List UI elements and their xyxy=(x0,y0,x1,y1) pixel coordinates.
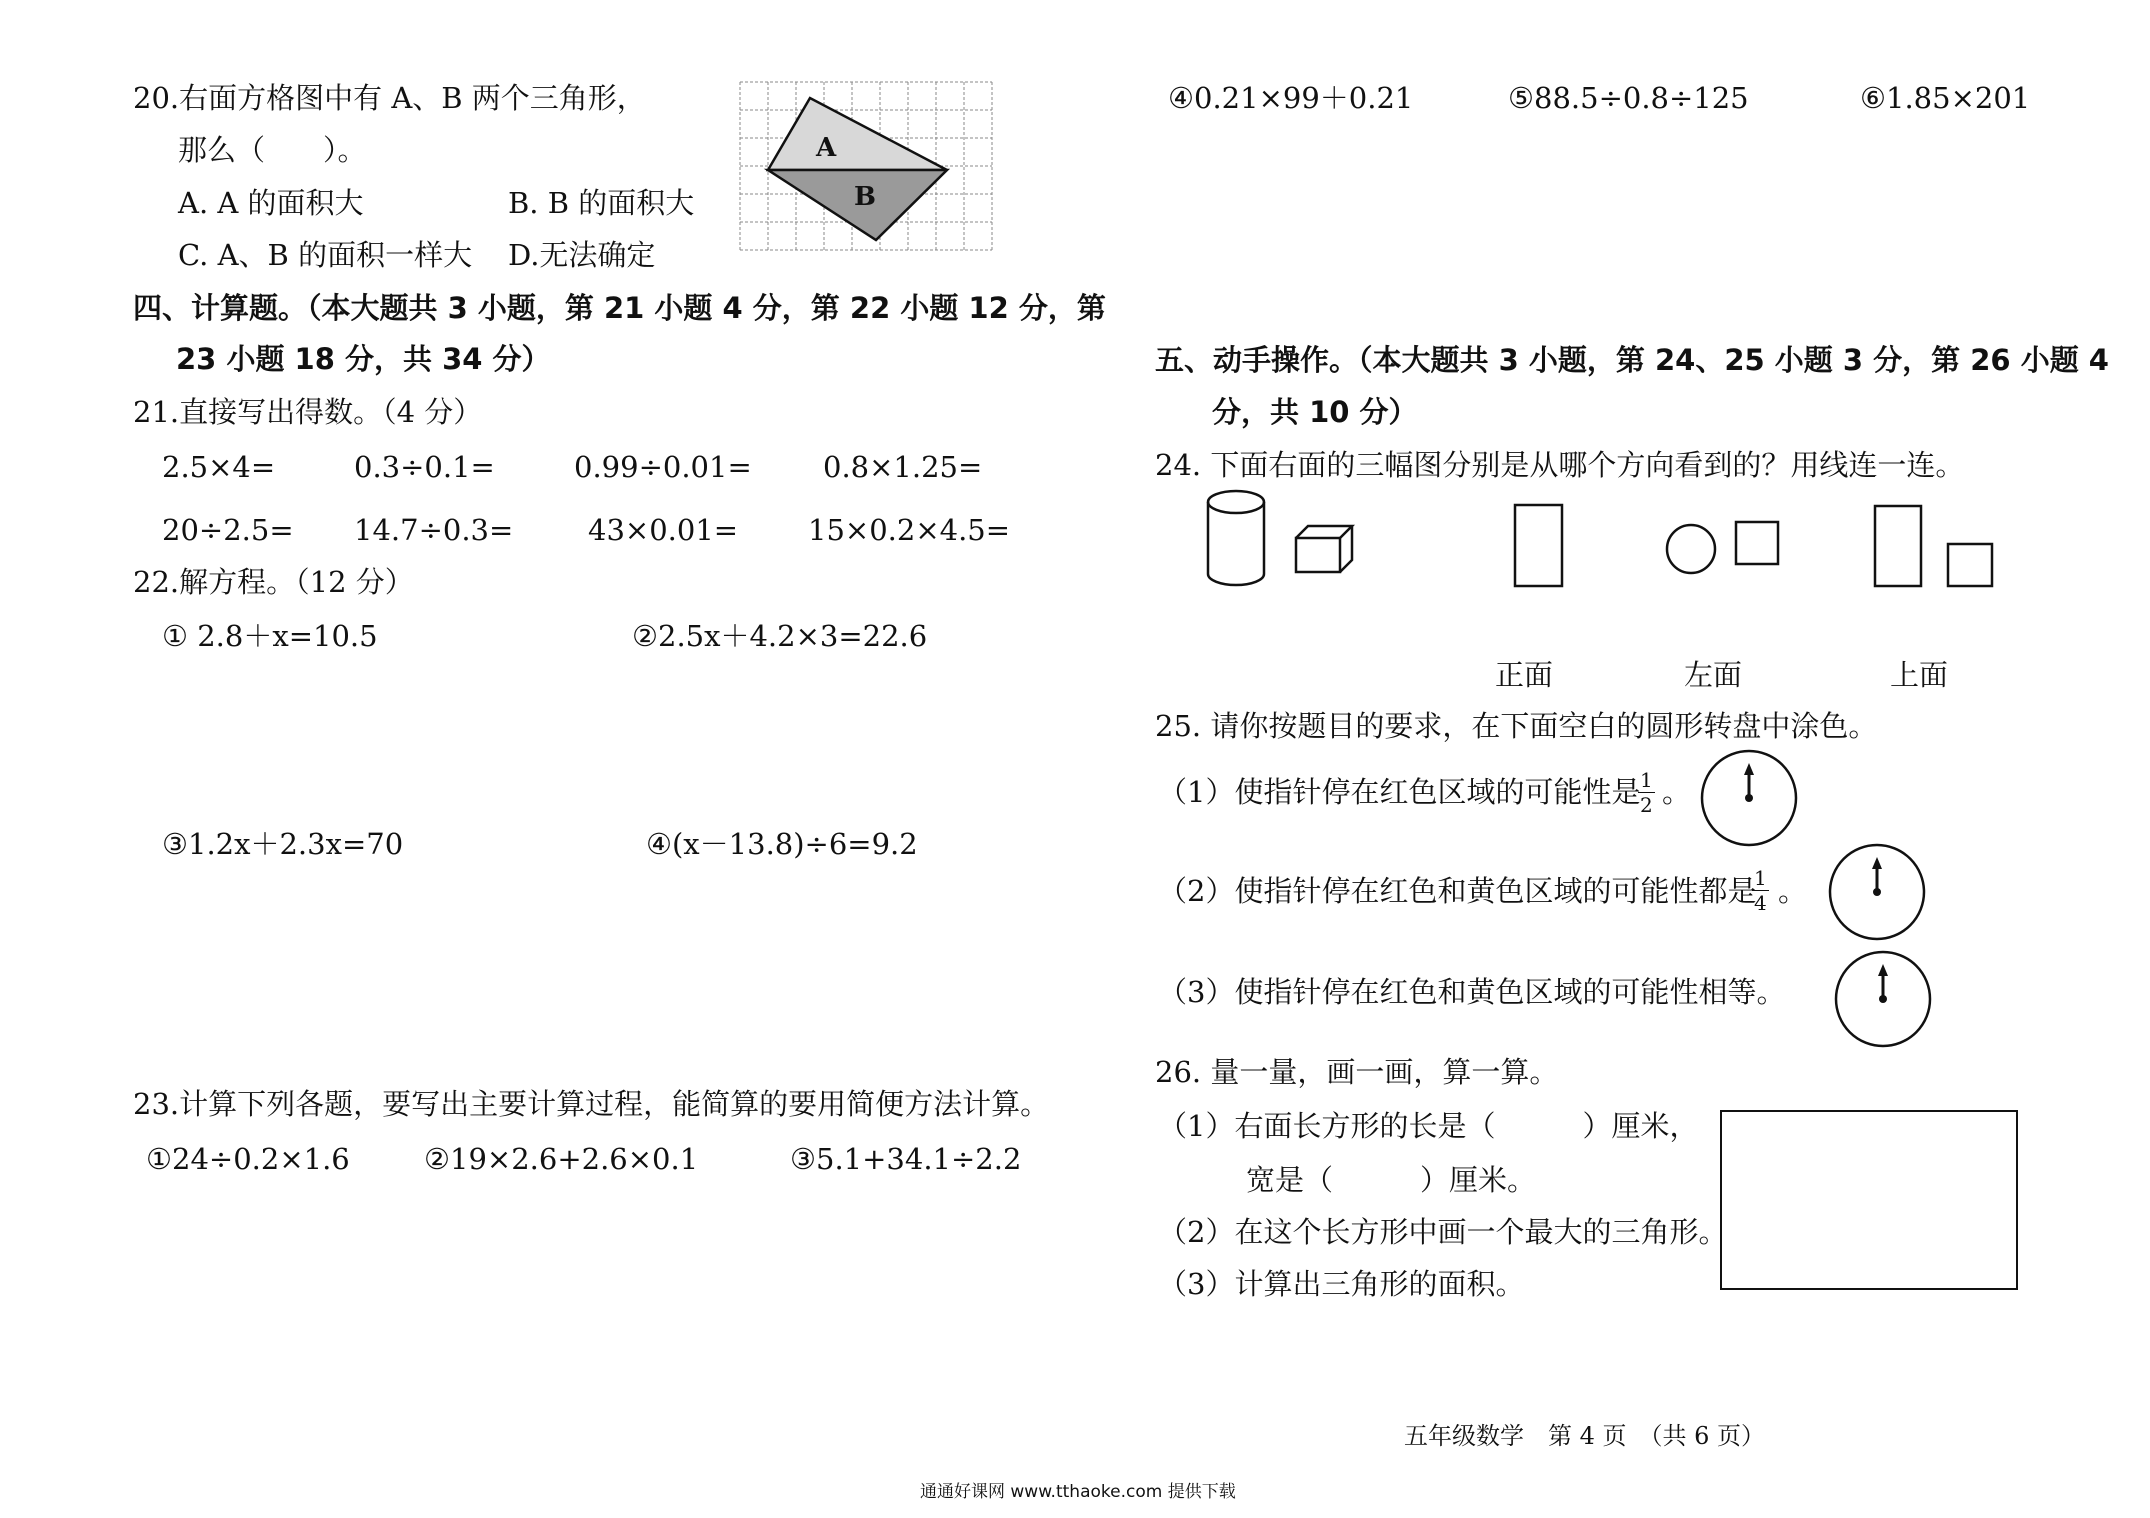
q26-item-3: （3）计算出三角形的面积。 xyxy=(1158,1267,1525,1301)
section5-heading: 五、动手操作。（本大题共 3 小题，第 24、25 小题 3 分，第 26 小题 4 xyxy=(1155,343,2109,377)
q21-item: 43×0.01= xyxy=(588,513,739,547)
triangle-b-label: B xyxy=(854,182,876,212)
q21-item: 0.99÷0.01= xyxy=(574,450,752,484)
q21-item: 20÷2.5= xyxy=(162,513,294,547)
q25-period: 。 xyxy=(1778,874,1808,908)
q25-item-1: （1）使指针停在红色区域的可能性是 xyxy=(1158,775,1641,809)
q25-item-3: （3）使指针停在红色和黄色区域的可能性相等。 xyxy=(1158,975,1786,1009)
q25-title: 25. 请你按题目的要求，在下面空白的圆形转盘中涂色。 xyxy=(1155,709,1878,743)
q21-item: 0.8×1.25= xyxy=(823,450,983,484)
spinner-2[interactable] xyxy=(1828,843,1926,941)
q20-option-a: A. A 的面积大 xyxy=(178,186,364,220)
q25-item-2: （2）使指针停在红色和黄色区域的可能性都是 xyxy=(1158,874,1757,908)
q26-item-1: （1）右面长方形的长是（ ）厘米， xyxy=(1158,1109,1699,1143)
q24-view-circle-square xyxy=(1664,520,1784,576)
source-watermark: 通通好课网 www.tthaoke.com 提供下载 xyxy=(920,1482,1236,1502)
q21-item: 0.3÷0.1= xyxy=(354,450,495,484)
spinner-1[interactable] xyxy=(1700,749,1798,847)
q21-item: 2.5×4= xyxy=(162,450,276,484)
q22-equation: ① 2.8＋x=10.5 xyxy=(162,619,378,653)
q23-item: ⑥1.85×201 xyxy=(1860,81,2031,115)
q23-item: ④0.21×99＋0.21 xyxy=(1168,81,1414,115)
q20-option-c: C. A、B 的面积一样大 xyxy=(178,238,473,272)
q24-view-rect-square xyxy=(1872,504,1996,590)
q23-item: ⑤88.5÷0.8÷125 xyxy=(1508,81,1749,115)
q23-title: 23.计算下列各题，要写出主要计算过程，能简算的要用简便方法计算。 xyxy=(133,1087,1050,1121)
q24-label-left: 左面 xyxy=(1684,658,1743,692)
q24-title: 24. 下面右面的三幅图分别是从哪个方向看到的？用线连一连。 xyxy=(1155,448,1965,482)
q20-option-d: D.无法确定 xyxy=(508,238,656,272)
triangle-a-label: A xyxy=(816,133,837,163)
q24-solids-figure xyxy=(1206,488,1358,590)
fraction-one-quarter: $\frac{1}{4}$ xyxy=(1754,866,1767,915)
q20-stem: 20.右面方格图中有 A、B 两个三角形， xyxy=(133,81,646,115)
section4-heading: 四、计算题。（本大题共 3 小题，第 21 小题 4 分，第 22 小题 12 分，第 xyxy=(133,291,1106,325)
q25-period: 。 xyxy=(1662,775,1692,809)
section5-heading-cont: 分，共 10 分） xyxy=(1212,395,1418,429)
fraction-one-half: $\frac{1}{2}$ xyxy=(1640,768,1653,817)
q23-item: ②19×2.6+2.6×0.1 xyxy=(424,1142,699,1176)
q21-title: 21.直接写出得数。（4 分） xyxy=(133,395,483,429)
q20-stem-blank: 那么（ ）。 xyxy=(178,133,367,167)
q26-item-1b: 宽是（ ）厘米。 xyxy=(1246,1163,1537,1197)
q20-option-b: B. B 的面积大 xyxy=(508,186,695,220)
q23-item: ①24÷0.2×1.6 xyxy=(146,1142,350,1176)
spinner-3[interactable] xyxy=(1834,950,1932,1048)
q20-grid-figure xyxy=(740,82,992,250)
q26-title: 26. 量一量，画一画，算一算。 xyxy=(1155,1055,1559,1089)
q22-equation: ②2.5x＋4.2×3=22.6 xyxy=(632,619,928,653)
q26-rectangle[interactable] xyxy=(1720,1110,2018,1290)
q21-item: 15×0.2×4.5= xyxy=(808,513,1011,547)
q24-label-front: 正面 xyxy=(1495,658,1554,692)
q21-item: 14.7÷0.3= xyxy=(354,513,514,547)
page-number: 五年级数学 第 4 页 （共 6 页） xyxy=(1404,1422,1766,1450)
q22-title: 22.解方程。（12 分） xyxy=(133,565,414,599)
q24-label-top: 上面 xyxy=(1890,658,1949,692)
q23-item: ③5.1+34.1÷2.2 xyxy=(790,1142,1022,1176)
q24-view-rect xyxy=(1514,504,1564,588)
section4-heading-cont: 23 小题 18 分，共 34 分） xyxy=(176,342,551,376)
q26-item-2: （2）在这个长方形中画一个最大的三角形。 xyxy=(1158,1215,1728,1249)
q22-equation: ④(x－13.8)÷6=9.2 xyxy=(646,827,918,861)
triangle-a xyxy=(768,98,947,170)
q22-equation: ③1.2x＋2.3x=70 xyxy=(162,827,404,861)
